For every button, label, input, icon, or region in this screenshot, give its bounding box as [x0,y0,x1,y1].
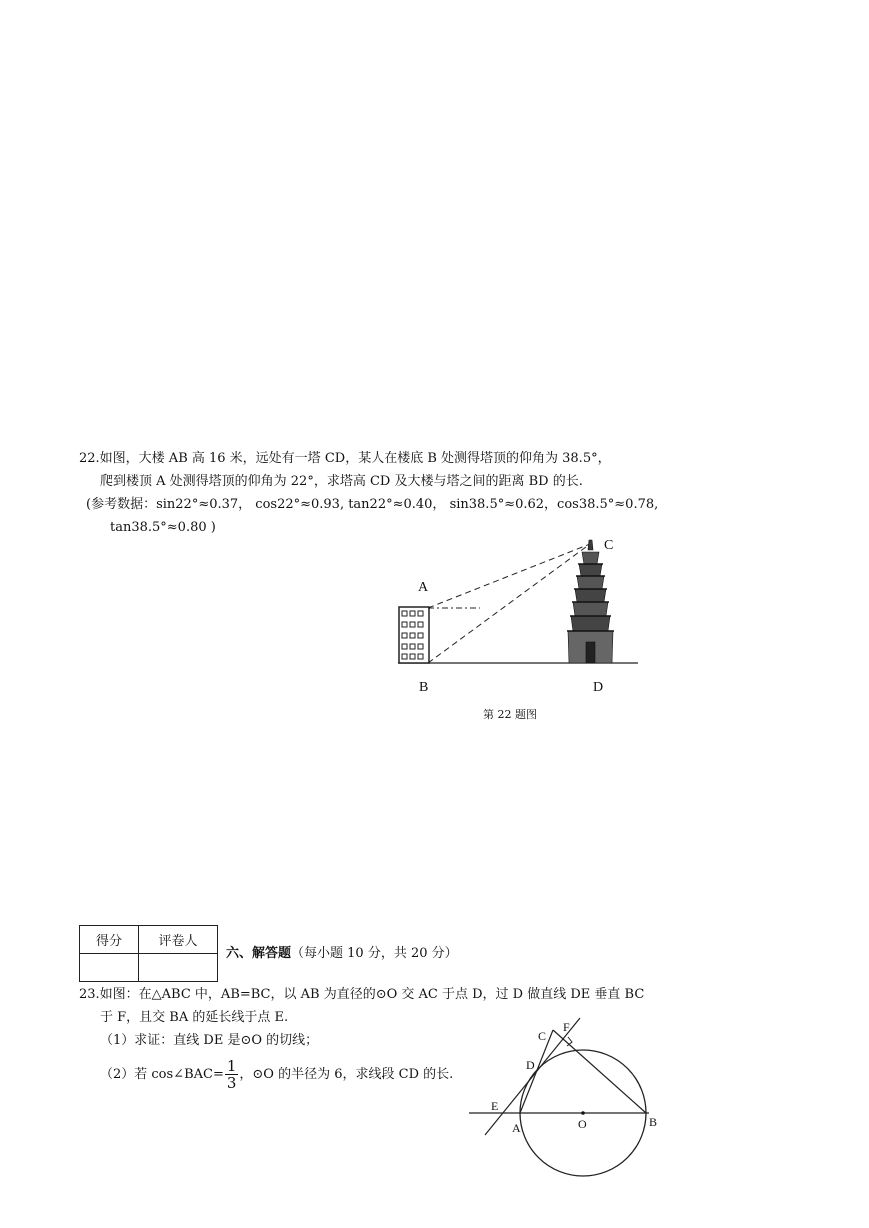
q23-label-C: C [538,1029,547,1043]
sight-line-A-to-C [428,544,590,608]
grader-cell[interactable] [139,954,218,982]
q23-label-F: F [563,1020,570,1034]
q22-reference-data: (参考数据：sin22°≈0.37， cos22°≈0.93, tan22°≈0.40， sin38.5°≈0.62，cos38.5°≈0.78, [86,497,659,512]
q23-line1: 23.如图：在△ABC 中，AB=BC，以 AB 为直径的⊙O 交 AC 于点 D，过 D 做直线 DE 垂直 BC [79,987,645,1002]
center-O [581,1111,585,1115]
q22-label-B: B [419,680,429,695]
section-title: 六、解答题 [226,946,292,961]
q22-line1: 22.如图，大楼 AB 高 16 米，远处有一塔 CD，某人在楼底 B 处测得塔顶的仰角为 38.5°， [79,451,611,466]
fraction-one-third [225,1058,239,1091]
fraction-denominator: 3 [226,1074,237,1092]
q23-label-O: O [578,1117,587,1131]
q22-label-A: A [418,580,429,595]
q23-part1: （1）求证：直线 DE 是⊙O 的切线； [100,1033,319,1048]
score-cell[interactable] [80,954,139,982]
q23-label-E: E [491,1099,499,1113]
line-DE [485,1018,580,1135]
grader-header: 评卷人 [139,926,218,954]
q22-label-D: D [593,680,604,695]
section-heading [226,945,458,963]
segment-BC [553,1030,646,1113]
q22-line2: 爬到楼顶 A 处测得塔顶的仰角为 22°，求塔高 CD 及大楼与塔之间的距离 BD 的长. [100,474,583,489]
segment-AC [520,1030,553,1113]
q23-label-B: B [649,1115,658,1129]
q22-reference-data-cont: tan38.5°≈0.80 ) [110,520,216,535]
fraction-numerator: 1 [226,1057,237,1075]
q23-part2-prefix: （2）若 cos∠BAC= [100,1067,224,1082]
section-note: （每小题 10 分，共 20 分） [291,946,458,961]
score-header: 得分 [80,926,139,954]
q23-part2-suffix: ，⊙O 的半径为 6，求线段 CD 的长. [239,1067,454,1082]
sight-line-B-to-C [428,544,590,663]
q23-label-D: D [526,1058,535,1072]
q23-part2 [100,1055,453,1095]
q22-figure-caption: 第 22 题图 [483,708,537,721]
pagoda [567,540,614,663]
q23-line2: 于 F，且交 BA 的延长线于点 E. [100,1010,289,1025]
score-table [79,925,218,982]
q23-label-A: A [512,1121,521,1135]
q22-label-C: C [604,538,614,553]
building [399,607,429,663]
